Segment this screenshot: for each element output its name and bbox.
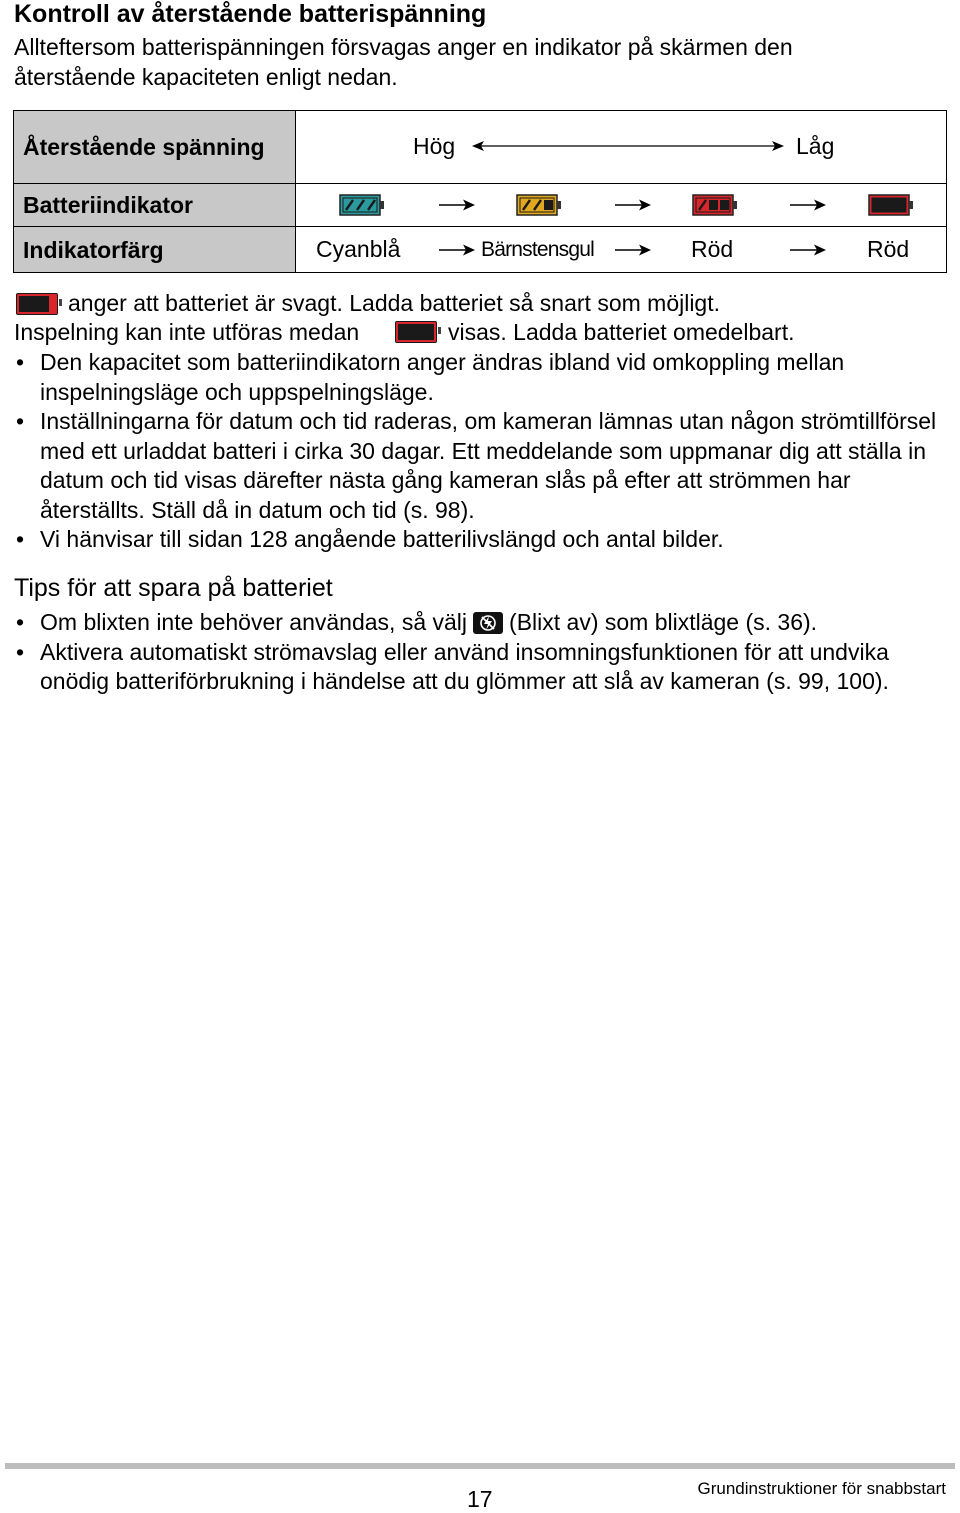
battery-level-icon-1 [339, 193, 385, 217]
color-header: Indikatorfärg [14, 227, 296, 273]
tip-text-1b: (Blixt av) som blixtläge (s. 36). [509, 609, 818, 635]
battery-level-icon-2 [516, 193, 562, 217]
intro-paragraph: Allteftersom batterispänningen försvagas anger en indikator på skärmen den återstående kapaciteten enligt nedan. [14, 34, 793, 90]
list-item: • Om blixten inte behöver användas, så välj (Blixt av) som blixtläge (s. 36). [16, 609, 818, 635]
note-text-2: Inställningarna för datum och tid raderas, om kameran lämnas utan någon strömtillförsel med ett urladdat batteri i cirka 30 dagar. Ett meddelande som uppmanar dig att ställa in datum och tid visas därefter nästa gång kameran slås på efter att strömmen har återställts. Ställ då in datum och tid (s. 98). [40, 408, 937, 523]
battery-level-icon-4 [868, 193, 914, 217]
arrow-right-icon [790, 243, 826, 257]
indicator-header: Batteriindikator [14, 184, 296, 227]
tips-heading: Tips för att spara på batteriet [14, 574, 333, 602]
empty-battery-icon [395, 321, 437, 343]
color-label-3: Röd [691, 236, 734, 262]
warning-line-2a: Inspelning kan inte utföras medan [14, 319, 360, 345]
battery-level-icon-3 [692, 193, 738, 217]
note-text-3: Vi hänvisar till sidan 128 angående batterilivslängd och antal bilder. [40, 526, 724, 552]
arrow-right-icon [615, 243, 651, 257]
list-item: • Den kapacitet som batteriindikatorn anger ändras ibland vid omkoppling mellan inspelningsläge och uppspelningsläge. [16, 349, 845, 405]
page-number: 17 [467, 1486, 493, 1512]
voltage-high-label: Hög [413, 133, 456, 159]
notes-list [0, 348, 945, 555]
footer-section-title: Grundinstruktioner för snabbstart [697, 1479, 946, 1498]
note-text-1: Den kapacitet som batteriindikatorn anger ändras ibland vid omkoppling mellan inspelningsläge och uppspelningsläge. [40, 349, 845, 405]
voltage-header: Återstående spänning [14, 111, 296, 184]
list-item: • Vi hänvisar till sidan 128 angående batterilivslängd och antal bilder. [16, 526, 724, 552]
tips-list [0, 608, 945, 697]
voltage-scale-cell [296, 111, 947, 184]
list-item: • Inställningarna för datum och tid raderas, om kameran lämnas utan någon strömtillförsel med ett urladdat batteri i cirka 30 dagar. Ett meddelande som uppmanar dig att ställa in datum och tid visas därefter nästa gång kameran slås på efter att strömmen har återställts. Ställ då in datum och tid (s. 98). [16, 408, 937, 523]
footer-rule [5, 1463, 955, 1469]
color-label-1: Cyanblå [316, 236, 401, 262]
arrow-right-icon [439, 243, 475, 257]
list-item: • Aktivera automatiskt strömavslag eller använd insomningsfunktionen för att undvika onödig batteriförbrukning i händelse att du glömmer att slå av kameran (s. 99, 100). [16, 638, 889, 694]
indicator-cell [296, 184, 947, 227]
warning-line-2b: visas. Ladda batteriet omedelbart. [448, 319, 795, 345]
voltage-low-label: Låg [796, 133, 835, 159]
arrow-right-icon [790, 198, 826, 212]
flash-off-icon [473, 612, 503, 634]
arrow-right-icon [439, 198, 475, 212]
double-arrow-icon [472, 139, 784, 153]
page-title: Kontroll av återstående batterispänning [14, 0, 487, 28]
color-cell [296, 227, 947, 273]
tip-text-1a: Om blixten inte behöver användas, så välj [40, 609, 468, 635]
warning-line-1: anger att batteriet är svagt. Ladda batteriet så snart som möjligt. [68, 290, 721, 316]
arrow-right-icon [615, 198, 651, 212]
color-label-2: Bärnstensgul [481, 238, 594, 261]
low-battery-icon [16, 293, 58, 315]
color-label-4: Röd [867, 236, 910, 262]
battery-table [13, 110, 947, 273]
tip-text-2: Aktivera automatiskt strömavslag eller använd insomningsfunktionen för att undvika onödig batteriförbrukning i händelse att du glömmer att slå av kameran (s. 99, 100). [40, 638, 889, 694]
